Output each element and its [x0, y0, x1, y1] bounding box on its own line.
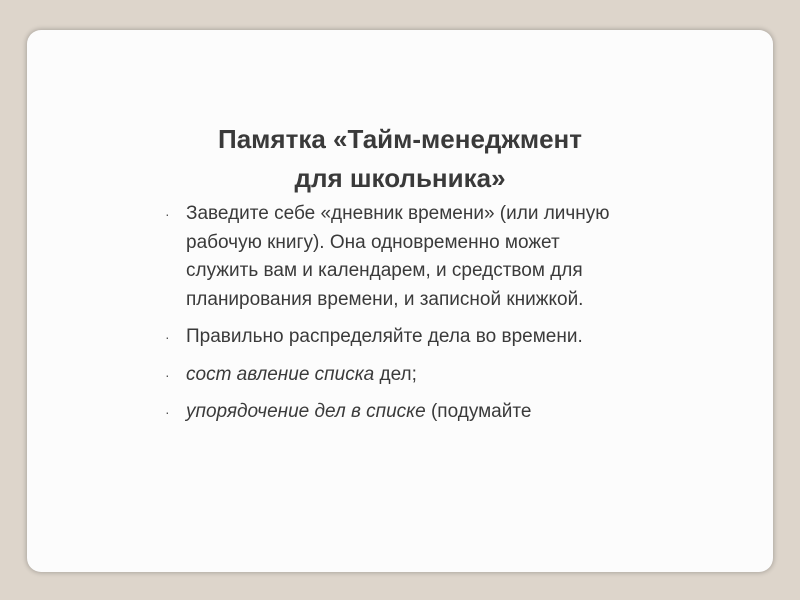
bullet-item [160, 323, 630, 352]
bullet-italic-text: упорядочение дел в списке [186, 401, 426, 422]
bullet-item [160, 361, 630, 390]
slide [27, 30, 773, 572]
bullet-text: Правильно распределяйте дела во времени. [186, 326, 583, 347]
title-line-2: для школьника» [294, 163, 506, 193]
bullet-icon: · [165, 366, 170, 383]
bullet-list [160, 200, 630, 427]
bullet-item [160, 398, 630, 427]
slide-content [160, 200, 630, 498]
bullet-icon: · [165, 206, 170, 222]
bullet-italic-text: сост авление списка [186, 363, 375, 385]
bullet-icon: · [165, 329, 170, 345]
bullet-icon: · [165, 404, 170, 420]
slide-title [27, 120, 773, 198]
bullet-text: (подумайте [425, 401, 532, 422]
bullet-text: дел; [374, 363, 417, 385]
bullet-text: Заведите себе «дневник времени» (или личную рабочую книгу). Она одновременно может служить вам и календарем, и средством для планирования времени, и записной книжкой. [186, 203, 610, 310]
bullet-item [160, 200, 630, 314]
title-line-1: Памятка «Тайм-менеджмент [218, 124, 582, 154]
